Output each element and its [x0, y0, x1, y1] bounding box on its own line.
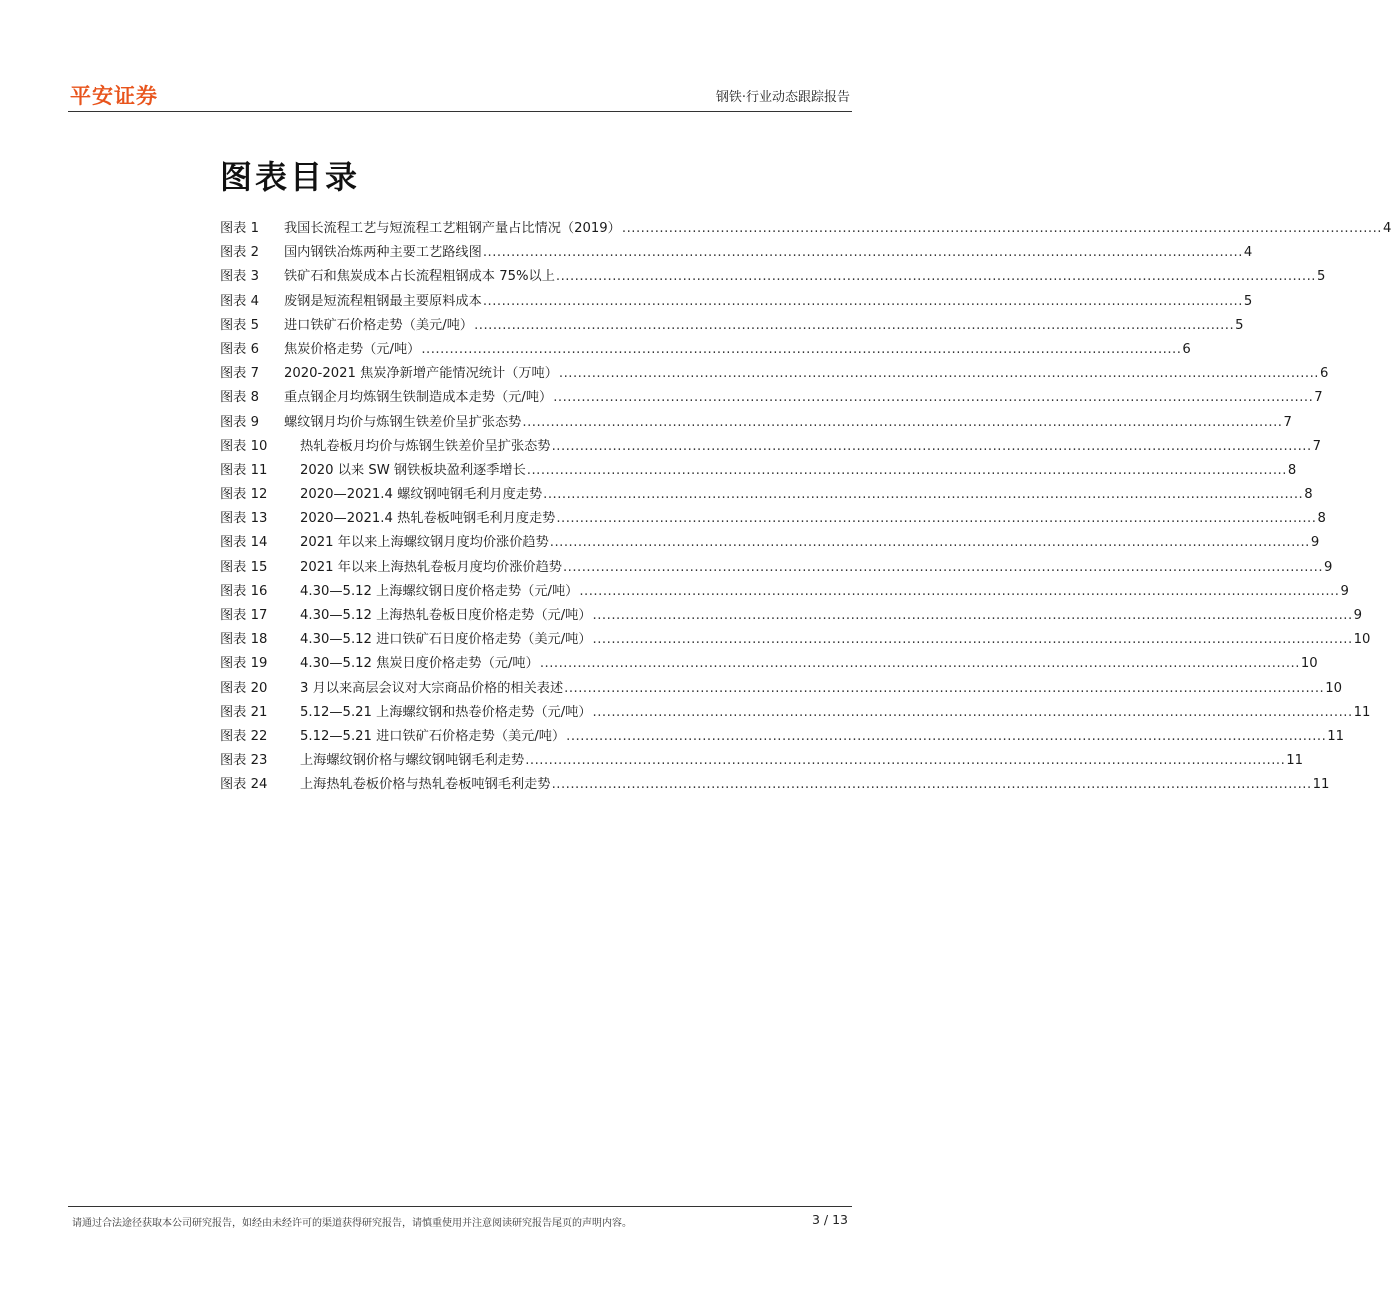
toc-item-title: 2021 年以来上海热轧卷板月度均价涨价趋势 — [300, 559, 562, 575]
toc-item-page: 6 — [1319, 366, 1329, 382]
toc-leader-dots — [563, 560, 1323, 575]
toc-item[interactable] — [220, 507, 1326, 531]
toc-item[interactable] — [220, 483, 1313, 507]
toc-leader-dots — [593, 705, 1353, 720]
toc-item-page: 9 — [1310, 535, 1320, 551]
toc-item[interactable] — [220, 290, 1253, 314]
toc-item-number: 图表 13 — [220, 511, 268, 527]
toc-leader-dots — [553, 390, 1313, 405]
toc-item-number: 图表 21 — [220, 704, 268, 720]
toc-item-number: 图表 23 — [220, 753, 268, 769]
toc-item-number: 图表 11 — [220, 462, 268, 478]
toc-item-number: 图表 7 — [220, 366, 259, 382]
toc-item-title: 螺纹钢月均价与炼钢生铁差价呈扩张态势 — [284, 414, 522, 430]
toc-item-number: 图表 1 — [220, 221, 259, 236]
toc-leader-dots — [522, 415, 1282, 430]
toc-item-title: 3 月以来高层会议对大宗商品价格的相关表述 — [300, 680, 564, 696]
toc-item-number: 图表 5 — [220, 317, 259, 333]
toc-item[interactable] — [220, 314, 1244, 338]
toc-item-title: 5.12—5.21 上海螺纹钢和热卷价格走势（元/吨） — [300, 704, 592, 720]
toc-item-page: 7 — [1314, 390, 1323, 406]
toc-item-number: 图表 17 — [220, 608, 268, 623]
toc-item-number: 图表 12 — [220, 487, 268, 503]
toc-item-page: 11 — [1286, 753, 1304, 769]
toc-leader-dots — [552, 777, 1312, 792]
toc-item-number: 图表 3 — [220, 269, 259, 285]
toc-item-title: 4.30—5.12 上海螺纹钢日度价格走势（元/吨） — [300, 583, 579, 599]
toc-item-title: 4.30—5.12 上海热轧卷板日度价格走势（元/吨） — [300, 608, 592, 623]
toc-item[interactable] — [220, 628, 1371, 652]
toc-leader-dots — [564, 681, 1324, 696]
toc-item[interactable] — [220, 241, 1253, 265]
report-title: 钢铁·行业动态跟踪报告 — [715, 90, 850, 105]
toc-item-title: 2021 年以来上海螺纹钢月度均价涨价趋势 — [300, 535, 549, 551]
toc-item-number: 图表 24 — [220, 777, 268, 793]
footer-divider — [68, 1206, 852, 1207]
toc-item[interactable] — [220, 701, 1371, 725]
toc-leader-dots — [421, 342, 1181, 357]
toc-item-page: 5 — [1243, 293, 1253, 309]
toc-leader-dots — [543, 487, 1303, 502]
toc-item[interactable] — [220, 604, 1363, 628]
toc-item-page: 5 — [1235, 317, 1244, 333]
toc-item-page: 10 — [1353, 632, 1371, 648]
toc-leader-dots — [593, 608, 1353, 623]
toc-item-number: 图表 16 — [220, 583, 268, 599]
toc-item-title: 上海热轧卷板价格与热轧卷板吨钢毛利走势 — [300, 777, 551, 793]
toc-item-title: 我国长流程工艺与短流程工艺粗钢产量占比情况（2019） — [284, 221, 621, 236]
toc-item[interactable] — [220, 725, 1345, 749]
toc-leader-dots — [566, 729, 1326, 744]
toc-item-title: 焦炭价格走势（元/吨） — [284, 341, 421, 357]
toc-item[interactable] — [220, 217, 1391, 241]
toc-leader-dots — [540, 656, 1300, 671]
toc-item-title: 重点钢企月均炼钢生铁制造成本走势（元/吨） — [284, 390, 553, 406]
toc-item[interactable] — [220, 386, 1323, 410]
toc-item-page: 9 — [1340, 583, 1349, 599]
toc-leader-dots — [593, 632, 1353, 647]
toc-item-title: 进口铁矿石价格走势（美元/吨） — [284, 317, 474, 333]
toc-item-page: 6 — [1182, 341, 1191, 357]
toc-item[interactable] — [220, 652, 1318, 676]
toc-item-title: 废钢是短流程粗钢最主要原料成本 — [284, 293, 482, 309]
toc-heading: 图表目录 — [220, 158, 361, 196]
toc-item[interactable] — [220, 773, 1330, 797]
toc-item[interactable] — [220, 411, 1292, 435]
toc-leader-dots — [483, 294, 1243, 309]
toc-leader-dots — [552, 439, 1312, 454]
toc-item-page: 11 — [1353, 704, 1371, 720]
toc-item-page: 7 — [1312, 438, 1322, 454]
toc-item[interactable] — [220, 677, 1343, 701]
toc-item-page: 5 — [1316, 269, 1326, 285]
toc-item[interactable] — [220, 435, 1322, 459]
toc-item-title: 国内钢铁冶炼两种主要工艺路线图 — [284, 245, 482, 261]
toc-item-number: 图表 15 — [220, 559, 268, 575]
toc-item-number: 图表 6 — [220, 341, 259, 357]
toc-item-title: 5.12—5.21 进口铁矿石价格走势（美元/吨） — [300, 728, 566, 744]
toc-item-number: 图表 4 — [220, 293, 259, 309]
toc-item[interactable] — [220, 459, 1297, 483]
toc-item-page: 10 — [1300, 656, 1318, 672]
toc-item-title: 2020—2021.4 热轧卷板吨钢毛利月度走势 — [300, 511, 556, 527]
toc-item[interactable] — [220, 580, 1349, 604]
toc-item-title: 铁矿石和焦炭成本占长流程粗钢成本 75%以上 — [284, 269, 555, 285]
toc-item[interactable] — [220, 338, 1191, 362]
toc-item-title: 2020—2021.4 螺纹钢吨钢毛利月度走势 — [300, 487, 543, 503]
toc-leader-dots — [559, 366, 1319, 381]
toc-leader-dots — [550, 535, 1310, 550]
toc-item-page: 8 — [1317, 511, 1326, 527]
toc-item-number: 图表 2 — [220, 245, 259, 261]
footer-disclaimer: 请通过合法途径获取本公司研究报告，如经由未经许可的渠道获得研究报告，请慎重使用并注意阅读研究报告尾页的声明内容。 — [72, 1218, 632, 1229]
toc-leader-dots — [556, 511, 1316, 526]
toc-item-title: 4.30—5.12 焦炭日度价格走势（元/吨） — [300, 656, 539, 672]
toc-item[interactable] — [220, 749, 1304, 773]
toc-item-number: 图表 22 — [220, 728, 268, 744]
toc-item-number: 图表 20 — [220, 680, 268, 696]
toc-item-page: 8 — [1304, 487, 1313, 503]
toc-item-page: 9 — [1353, 608, 1363, 623]
page-indicator: 3 / 13 — [811, 1212, 848, 1227]
toc-item[interactable] — [220, 362, 1329, 386]
toc-item[interactable] — [220, 265, 1326, 289]
toc-item-page: 10 — [1325, 680, 1343, 696]
toc-item-title: 4.30—5.12 进口铁矿石日度价格走势（美元/吨） — [300, 632, 592, 648]
toc-item-title: 2020 以来 SW 钢铁板块盈利逐季增长 — [300, 462, 526, 478]
toc-item-page: 4 — [1382, 221, 1391, 236]
toc-leader-dots — [474, 318, 1234, 333]
company-logo: 平安证券 — [70, 84, 158, 108]
toc-leader-dots — [527, 463, 1287, 478]
toc-leader-dots — [622, 221, 1382, 236]
toc-leader-dots — [525, 753, 1285, 768]
toc-item-number: 图表 8 — [220, 390, 259, 406]
toc-item-number: 图表 18 — [220, 632, 268, 648]
toc-list — [220, 217, 1391, 798]
toc-leader-dots — [483, 245, 1243, 260]
toc-item[interactable] — [220, 531, 1320, 555]
toc-item-title: 热轧卷板月均价与炼钢生铁差价呈扩张态势 — [300, 438, 551, 454]
toc-item-title: 2020-2021 焦炭净新增产能情况统计（万吨） — [284, 366, 558, 382]
toc-item-number: 图表 14 — [220, 535, 268, 551]
toc-item-page: 4 — [1243, 245, 1253, 261]
toc-leader-dots — [579, 584, 1339, 599]
toc-item-number: 图表 9 — [220, 414, 259, 430]
toc-item-page: 9 — [1324, 559, 1333, 575]
toc-leader-dots — [556, 269, 1316, 284]
header-divider — [68, 111, 852, 112]
toc-item[interactable] — [220, 556, 1333, 580]
toc-item-page: 11 — [1327, 728, 1345, 744]
toc-item-number: 图表 19 — [220, 656, 268, 672]
toc-item-number: 图表 10 — [220, 438, 268, 454]
toc-item-page: 7 — [1283, 414, 1292, 430]
toc-item-page: 8 — [1287, 462, 1297, 478]
toc-item-title: 上海螺纹钢价格与螺纹钢吨钢毛利走势 — [300, 753, 525, 769]
toc-item-page: 11 — [1312, 777, 1330, 793]
